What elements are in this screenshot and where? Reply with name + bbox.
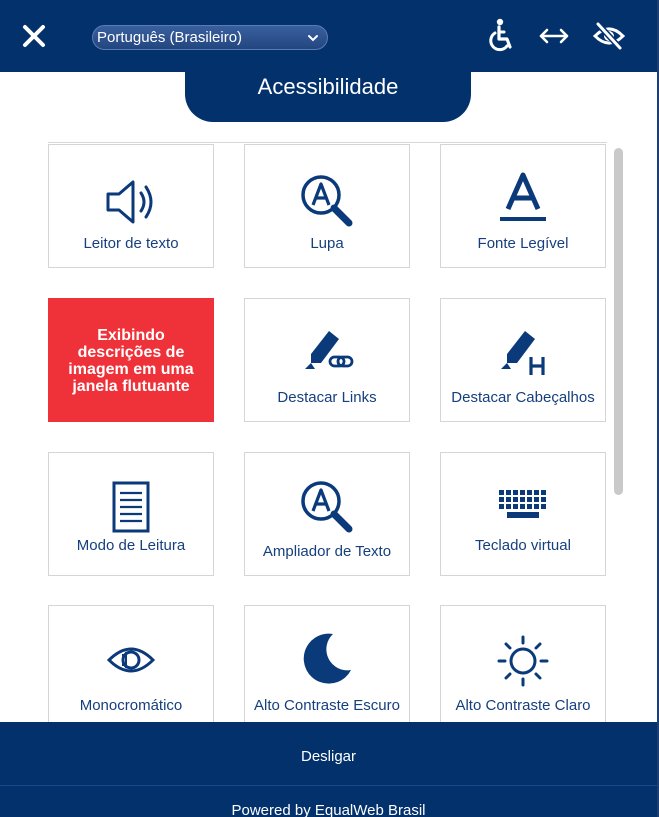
keyboard-icon: [495, 487, 551, 523]
tile-label: Destacar Links: [277, 389, 377, 406]
document-icon: [111, 481, 151, 533]
tile-reading-mode[interactable]: [48, 452, 214, 576]
scrollbar[interactable]: [614, 148, 623, 495]
language-select-value: Português (Brasileiro): [97, 29, 243, 46]
language-select[interactable]: [92, 25, 328, 50]
eye-off-icon: [592, 18, 626, 54]
title-tab: [185, 70, 471, 122]
powered-by-text[interactable]: Powered by EqualWeb Brasil: [0, 785, 657, 817]
grid-top-divider: [48, 142, 607, 143]
turn-off-button[interactable]: Desligar: [0, 722, 657, 785]
tile-dark-contrast[interactable]: [244, 605, 410, 729]
tile-highlight-links[interactable]: [244, 298, 410, 422]
highlight-headings-icon: [495, 327, 551, 377]
tile-highlight-headings[interactable]: [440, 298, 606, 422]
tile-label: Exibindo descrições de imagem em uma janela flutuante: [68, 327, 194, 395]
tile-virtual-keyboard[interactable]: [440, 452, 606, 576]
text-magnifier-icon: [299, 479, 355, 535]
accessibility-profiles-button[interactable]: [485, 18, 515, 54]
tile-magnifier[interactable]: [244, 144, 410, 268]
tile-label: Fonte Legível: [477, 235, 569, 252]
tile-label: Destacar Cabeçalhos: [451, 389, 595, 406]
move-panel-button[interactable]: [537, 18, 571, 54]
tile-label: Modo de Leitura: [76, 537, 186, 554]
magnifier-icon: [299, 173, 355, 229]
speaker-icon: [104, 177, 158, 227]
tile-label: Teclado virtual: [475, 537, 571, 554]
tile-label: Alto Contraste Escuro: [254, 697, 400, 714]
highlight-links-icon: [299, 327, 355, 377]
sun-icon: [496, 634, 550, 688]
panel-header: [0, 0, 657, 72]
chevron-down-icon: [307, 32, 319, 44]
tile-text-reader[interactable]: [48, 144, 214, 268]
close-icon: [20, 22, 48, 50]
font-icon: [495, 171, 551, 227]
tile-label: Ampliador de Texto: [262, 543, 392, 560]
tile-light-contrast[interactable]: [440, 605, 606, 729]
tile-monochrome[interactable]: [48, 605, 214, 729]
tile-label: Monocromático: [79, 697, 183, 714]
page-title: Acessibilidade: [257, 74, 399, 99]
close-button[interactable]: [20, 22, 48, 50]
hide-panel-button[interactable]: [592, 18, 626, 54]
moon-icon: [299, 630, 355, 686]
tile-text-magnifier[interactable]: [244, 452, 410, 576]
eye-icon: [106, 642, 156, 678]
tile-label: Lupa: [310, 235, 344, 252]
tile-readable-font[interactable]: [440, 144, 606, 268]
tile-label: Leitor de texto: [83, 235, 179, 252]
wheelchair-icon: [485, 18, 515, 54]
tile-image-descriptions[interactable]: [48, 298, 214, 422]
horizontal-arrows-icon: [537, 18, 571, 54]
tile-label: Alto Contraste Claro: [455, 697, 591, 714]
